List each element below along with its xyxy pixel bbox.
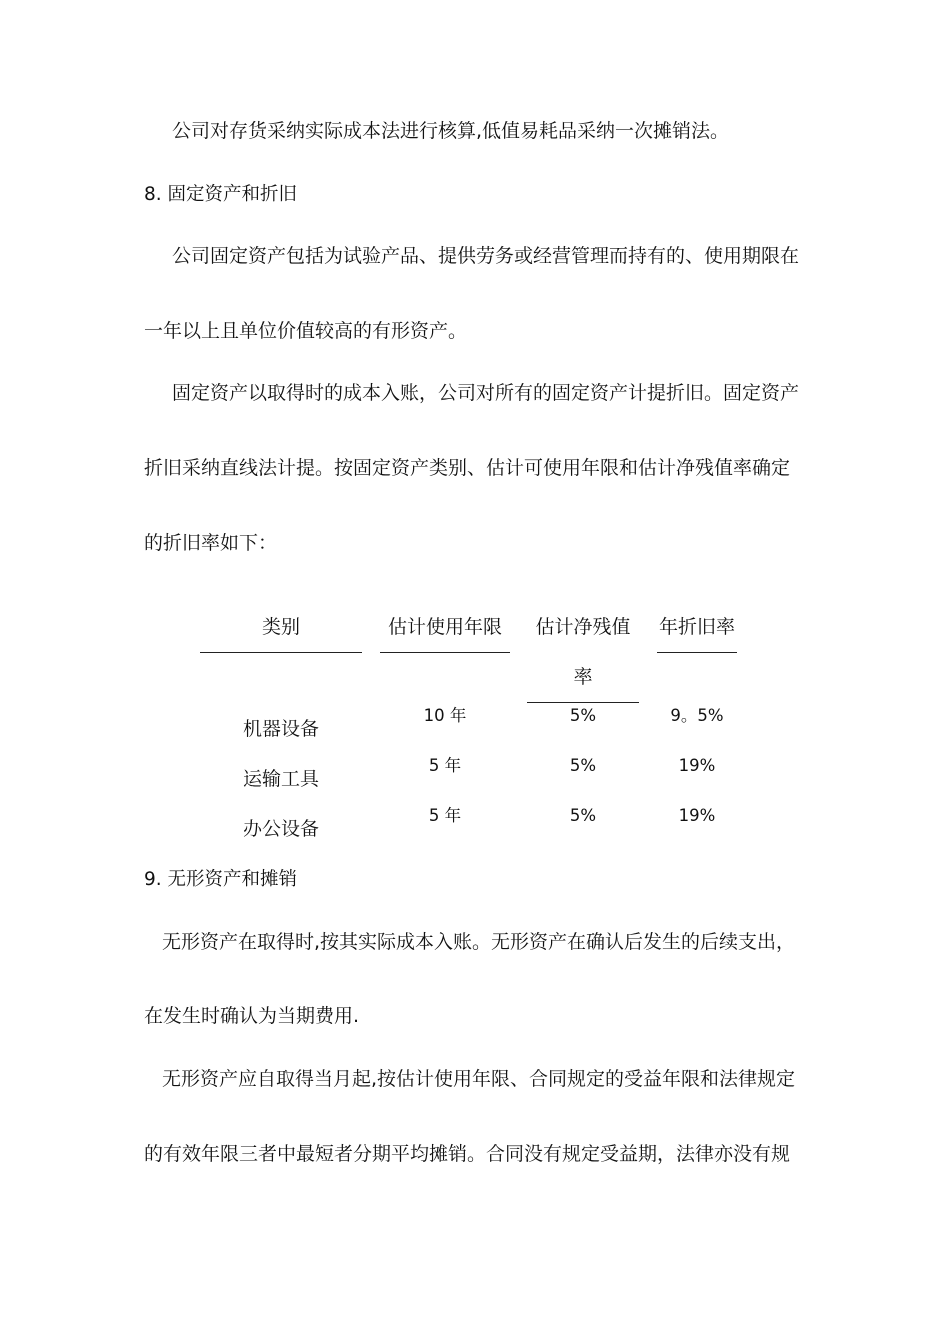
table-cell-category: 运输工具	[242, 768, 319, 790]
paragraph-depreciation-line1: 固定资产以取得时的成本入账，公司对所有的固定资产计提折旧。固定资产	[172, 382, 800, 404]
paragraph-intangible-line1: 无形资产在取得时,按其实际成本入账。无形资产在确认后发生的后续支出，	[162, 931, 796, 953]
header-underline-life	[380, 652, 510, 653]
table-cell-life: 10 年	[423, 706, 467, 725]
table-cell-life: 5 年	[428, 806, 462, 825]
paragraph-fixed-assets-line2: 一年以上且单位价值较高的有形资产。	[144, 320, 468, 342]
header-underline-category	[200, 652, 362, 653]
paragraph-inventory: 公司对存货采纳实际成本法进行核算,低值易耗品采纳一次摊销法。	[172, 120, 730, 142]
paragraph-amortization-line2: 的有效年限三者中最短者分期平均摊销。合同没有规定受益期，法律亦没有规	[144, 1143, 791, 1165]
table-cell-life: 5 年	[428, 756, 462, 775]
table-cell-rate: 19%	[678, 756, 716, 775]
section-heading-intangible-assets: 9. 无形资产和摊销	[144, 869, 298, 890]
table-cell-residual: 5%	[569, 806, 597, 825]
table-header-residual-cont: 率	[573, 666, 593, 688]
table-cell-rate: 9。5%	[670, 706, 724, 725]
table-header-category: 类别	[261, 616, 300, 638]
table-cell-residual: 5%	[569, 706, 597, 725]
table-cell-category: 机器设备	[242, 718, 319, 740]
paragraph-depreciation-line3: 的折旧率如下：	[144, 532, 278, 554]
table-cell-residual: 5%	[569, 756, 597, 775]
header-underline-rate	[657, 652, 737, 653]
table-header-life: 估计使用年限	[387, 616, 502, 638]
paragraph-fixed-assets-line1: 公司固定资产包括为试验产品、提供劳务或经营管理而持有的、使用期限在	[172, 245, 800, 267]
paragraph-intangible-line2: 在发生时确认为当期费用.	[144, 1005, 360, 1027]
table-cell-rate: 19%	[678, 806, 716, 825]
table-cell-category: 办公设备	[242, 818, 319, 840]
paragraph-depreciation-line2: 折旧采纳直线法计提。按固定资产类别、估计可使用年限和估计净残值率确定	[144, 457, 791, 479]
section-heading-fixed-assets: 8. 固定资产和折旧	[144, 184, 298, 205]
header-underline-residual	[527, 702, 639, 703]
table-header-rate: 年折旧率	[658, 616, 735, 638]
table-header-residual: 估计净残值	[535, 616, 631, 638]
paragraph-amortization-line1: 无形资产应自取得当月起,按估计使用年限、合同规定的受益年限和法律规定	[162, 1068, 796, 1090]
